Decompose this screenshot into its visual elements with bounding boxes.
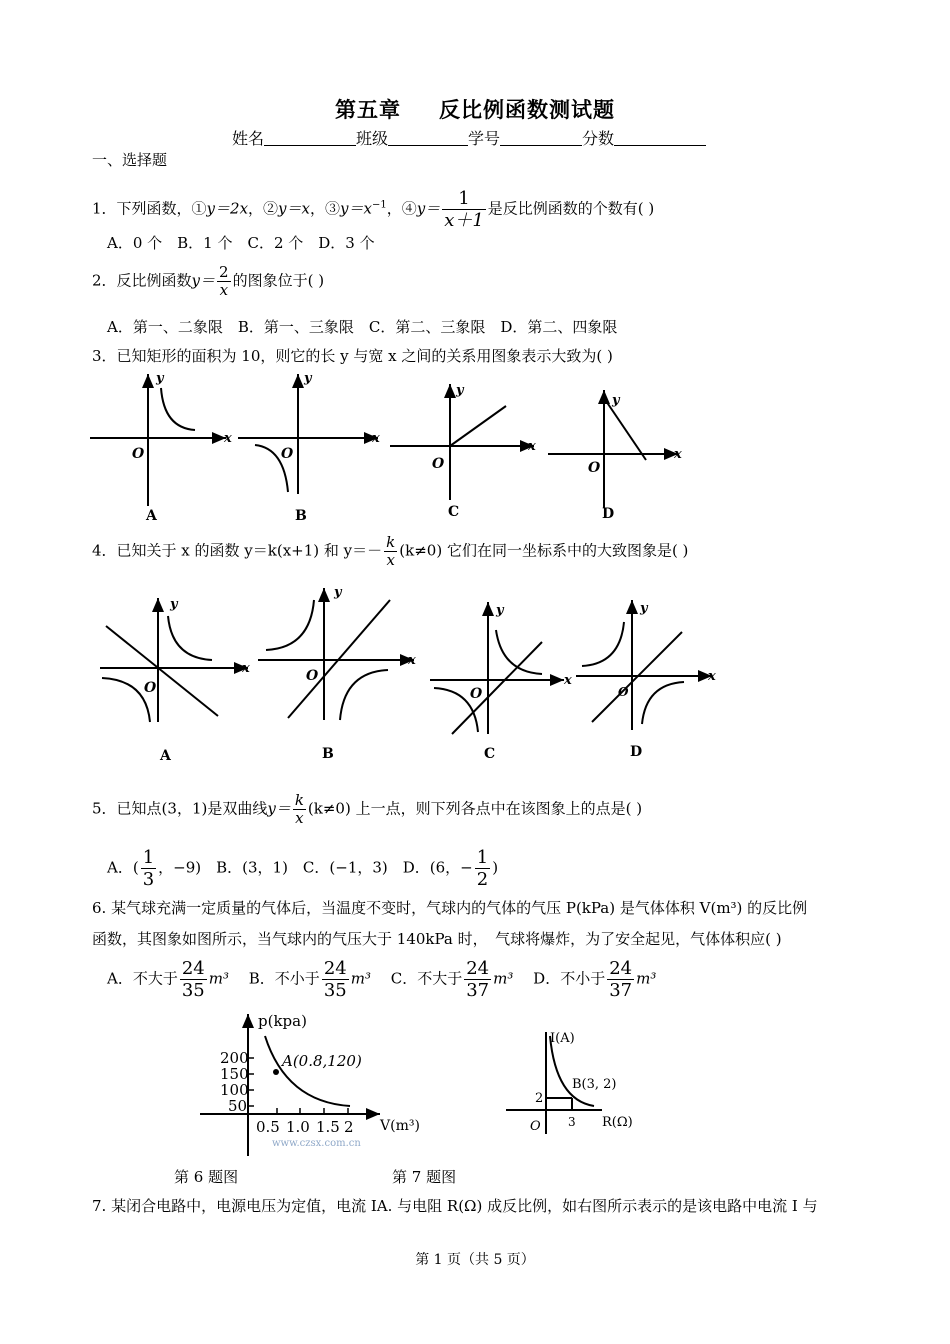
q3-graph-a bbox=[90, 371, 232, 524]
fig7-y-axis-label: I(A) bbox=[550, 1031, 575, 1046]
section-heading: 一、选择题 bbox=[92, 151, 168, 169]
question-4 bbox=[92, 534, 688, 569]
question-5-options bbox=[107, 847, 498, 890]
q4-graph-a bbox=[100, 597, 250, 764]
q4-fraction bbox=[384, 534, 397, 569]
q6-opt-c-num: 24 bbox=[466, 958, 490, 979]
q3c-label: C bbox=[448, 504, 460, 520]
q3a-x-label: x bbox=[224, 431, 232, 446]
q1-f1: y＝2x bbox=[206, 199, 249, 218]
q3d-label: D bbox=[602, 506, 615, 522]
q2-f-lhs: y＝ bbox=[191, 271, 216, 290]
fig6-y-tick-150: 150 bbox=[220, 1065, 249, 1083]
q6-opt-c-fraction bbox=[464, 958, 491, 1001]
q1-stem-post: 是反比例函数的个数有( ) bbox=[487, 199, 655, 218]
fig6-y-tick-100: 100 bbox=[220, 1081, 249, 1099]
question-1 bbox=[92, 188, 654, 231]
q4-graph-b bbox=[258, 585, 416, 762]
fig6-x-tick-1-5: 1.5 bbox=[316, 1118, 340, 1136]
q4a-x-label: x bbox=[242, 661, 250, 676]
q6-opt-c-unit: m³ bbox=[493, 969, 514, 988]
q1-sep3: ，④ bbox=[386, 199, 417, 218]
q1-fraction bbox=[442, 188, 486, 231]
q2-frac-den: x bbox=[219, 281, 229, 299]
class-field[interactable] bbox=[388, 131, 468, 146]
q1-f3-exp: −1 bbox=[371, 199, 387, 211]
score-label: 分数 bbox=[582, 129, 615, 148]
number-label: 学号 bbox=[468, 129, 501, 148]
class-label: 班级 bbox=[356, 129, 389, 148]
q3b-y-label: y bbox=[304, 371, 312, 386]
number-field[interactable] bbox=[500, 131, 582, 146]
q6-opt-c-den: 37 bbox=[466, 980, 490, 1001]
fig7-x-tick: 3 bbox=[568, 1115, 576, 1129]
q1-sep1: ，② bbox=[248, 199, 279, 218]
q5-opt-a-pre: A．( bbox=[107, 858, 139, 877]
q5-stem-pre: 5．已知点(3，1)是双曲线 bbox=[92, 799, 268, 818]
fig7-origin: O bbox=[530, 1119, 541, 1134]
q5-f-lhs: y＝ bbox=[267, 799, 291, 818]
q4d-y-label: y bbox=[640, 601, 648, 616]
q3a-y-label: y bbox=[156, 371, 164, 386]
page-footer: 第 1 页（共 5 页） bbox=[415, 1252, 535, 1268]
q5-opt-d-den: 2 bbox=[476, 869, 489, 890]
q4-graph-c bbox=[430, 602, 572, 762]
q4c-origin: O bbox=[470, 686, 483, 702]
q2-stem-post: 的图象位于( ) bbox=[232, 271, 325, 290]
fig6-x-tick-2: 2 bbox=[344, 1118, 354, 1136]
q5-opt-d-post: ) bbox=[492, 858, 499, 877]
q3-graph-d bbox=[548, 390, 682, 522]
q6-opt-d-den: 37 bbox=[609, 980, 633, 1001]
q3b-origin: O bbox=[281, 446, 294, 462]
q4d-label: D bbox=[630, 744, 643, 760]
q3c-origin: O bbox=[432, 456, 445, 472]
q6-opt-d-fraction bbox=[607, 958, 634, 1001]
q6-opt-d-unit: m³ bbox=[636, 969, 657, 988]
q3a-origin: O bbox=[132, 446, 145, 462]
question-6-line-1: 6. 某气球充满一定质量的气体后，当温度不变时，气球内的气体的气压 P(kPa) 是气体体积 V(m³) 的反比例 bbox=[92, 899, 808, 917]
q6-opt-c-pre: C．不大于 bbox=[390, 969, 463, 988]
name-label: 姓名 bbox=[232, 129, 265, 148]
student-info-row bbox=[232, 126, 706, 149]
q3b-label: B bbox=[295, 508, 307, 524]
q4b-label: B bbox=[322, 746, 334, 762]
q6-opt-a-den: 35 bbox=[181, 980, 205, 1001]
question-5 bbox=[92, 792, 642, 827]
q3a-label: A bbox=[146, 508, 157, 524]
q5-opt-d-num: 1 bbox=[476, 847, 489, 868]
q2-stem-pre: 2．反比例函数 bbox=[92, 271, 192, 290]
q4b-origin: O bbox=[306, 668, 319, 684]
q1-frac-den: x＋1 bbox=[444, 210, 484, 231]
q3-graph-c bbox=[390, 383, 536, 520]
q5-opt-a-num: 1 bbox=[142, 847, 155, 868]
question-3: 3．已知矩形的面积为 10，则它的长 y 与宽 x 之间的关系用图象表示大致为( ) bbox=[92, 347, 613, 365]
q3b-x-label: x bbox=[372, 431, 380, 446]
q1-f4-lhs: y＝ bbox=[416, 199, 441, 218]
figure-6 bbox=[190, 1008, 430, 1158]
q3d-x-label: x bbox=[674, 447, 682, 462]
page-title bbox=[0, 94, 950, 124]
figure-7 bbox=[502, 1020, 662, 1136]
q6-opt-a-pre: A．不大于 bbox=[107, 969, 178, 988]
q5-opt-a-fraction bbox=[141, 847, 156, 890]
q3d-y-label: y bbox=[612, 393, 620, 408]
q5-fraction bbox=[293, 792, 306, 827]
q6-opt-b-unit: m³ bbox=[350, 969, 371, 988]
q4d-origin: O bbox=[618, 685, 629, 699]
question-7-line-1: 7. 某闭合电路中，电源电压为定值，电流 IA. 与电阻 R(Ω) 成反比例，如右图所示表示的是该电路中电流 I 与 bbox=[92, 1197, 818, 1215]
q3c-y-label: y bbox=[456, 383, 464, 398]
q4c-label: C bbox=[484, 746, 496, 762]
q6-opt-b-num: 24 bbox=[323, 958, 347, 979]
q2-frac-num: 2 bbox=[219, 263, 229, 281]
fig6-x-tick-1-0: 1.0 bbox=[286, 1118, 310, 1136]
fig6-point-a bbox=[273, 1069, 279, 1075]
fig6-x-axis-label: V(m³) bbox=[380, 1118, 420, 1134]
q1-frac-num: 1 bbox=[442, 188, 486, 210]
q4-stem-post: (k≠0) 它们在同一坐标系中的大致图象是( ) bbox=[399, 541, 689, 560]
q1-stem-pre: 1．下列函数，① bbox=[92, 199, 207, 218]
chapter-label: 第五章 bbox=[335, 98, 401, 122]
q4d-x-label: x bbox=[708, 669, 716, 684]
q6-opt-b-fraction bbox=[322, 958, 349, 1001]
fig7-x-axis-label: R(Ω) bbox=[602, 1115, 633, 1130]
test-title: 反比例函数测试题 bbox=[439, 98, 615, 122]
q1-f2: y＝x bbox=[278, 199, 310, 218]
q5-frac-num: k bbox=[294, 791, 304, 809]
fig6-point-label: A(0.8,120) bbox=[282, 1052, 362, 1070]
q6-opt-a-unit: m³ bbox=[208, 969, 229, 988]
q4a-label: A bbox=[160, 748, 171, 764]
q4c-x-label: x bbox=[564, 673, 572, 688]
fig7-y-tick: 2 bbox=[535, 1091, 544, 1106]
question-2 bbox=[92, 264, 324, 299]
q5-opt-a-den: 3 bbox=[142, 869, 155, 890]
fig6-y-tick-200: 200 bbox=[220, 1049, 249, 1067]
question-1-options: A．0 个 B．1 个 C．2 个 D．3 个 bbox=[107, 234, 375, 252]
q1-f3: y＝x bbox=[340, 199, 372, 218]
question-2-options: A．第一、二象限 B．第一、三象限 C．第二、三象限 D．第二、四象限 bbox=[107, 318, 618, 336]
q4-graphs bbox=[92, 586, 722, 766]
q6-opt-a-num: 24 bbox=[181, 958, 205, 979]
q2-fraction bbox=[217, 264, 231, 299]
name-field[interactable] bbox=[264, 131, 356, 146]
fig6-y-tick-50: 50 bbox=[228, 1097, 248, 1115]
question-6-options bbox=[107, 958, 656, 1001]
q5-frac-den: x bbox=[295, 809, 304, 827]
q5-opt-mid: ，−9) B．(3，1) C．(−1，3) D．(6，− bbox=[158, 858, 473, 877]
fig7-point-label: B(3, 2) bbox=[572, 1077, 617, 1092]
q6-opt-b-pre: B．不小于 bbox=[248, 969, 320, 988]
q4-stem-pre: 4．已知关于 x 的函数 y＝k(x+1) 和 y＝－ bbox=[92, 541, 383, 560]
q1-sep2: ，③ bbox=[309, 199, 340, 218]
fig6-y-axis-label: p(kpa) bbox=[258, 1012, 307, 1030]
q4b-x-label: x bbox=[408, 653, 416, 668]
score-field[interactable] bbox=[614, 131, 706, 146]
fig6-x-tick-0-5: 0.5 bbox=[256, 1118, 280, 1136]
q3-graphs bbox=[88, 368, 688, 528]
q4b-y-label: y bbox=[334, 585, 342, 600]
q3d-origin: O bbox=[588, 460, 601, 476]
q4-frac-num: k bbox=[386, 533, 396, 551]
q6-opt-d-pre: D．不小于 bbox=[533, 969, 606, 988]
question-6-line-2: 函数，其图象如图所示，当气球内的气压大于 140kPa 时， 气球将爆炸，为了安全起见，气体体积应( ) bbox=[92, 930, 782, 948]
figure-7-caption: 第 7 题图 bbox=[392, 1168, 457, 1186]
q3-graph-b bbox=[238, 371, 380, 524]
q6-opt-a-fraction bbox=[180, 958, 207, 1001]
q4a-y-label: y bbox=[170, 597, 178, 612]
q4-graph-d bbox=[576, 600, 716, 760]
figure-6-caption: 第 6 题图 bbox=[174, 1168, 239, 1186]
q5-opt-d-fraction bbox=[475, 847, 490, 890]
fig6-watermark: www.czsx.com.cn bbox=[272, 1138, 361, 1149]
q4-frac-den: x bbox=[386, 551, 395, 569]
q3c-x-label: x bbox=[528, 439, 536, 454]
q6-opt-b-den: 35 bbox=[323, 980, 347, 1001]
q5-stem-post: (k≠0) 上一点，则下列各点中在该图象上的点是( ) bbox=[307, 799, 643, 818]
q4c-y-label: y bbox=[496, 603, 504, 618]
q6-opt-d-num: 24 bbox=[609, 958, 633, 979]
q4a-origin: O bbox=[144, 680, 157, 696]
